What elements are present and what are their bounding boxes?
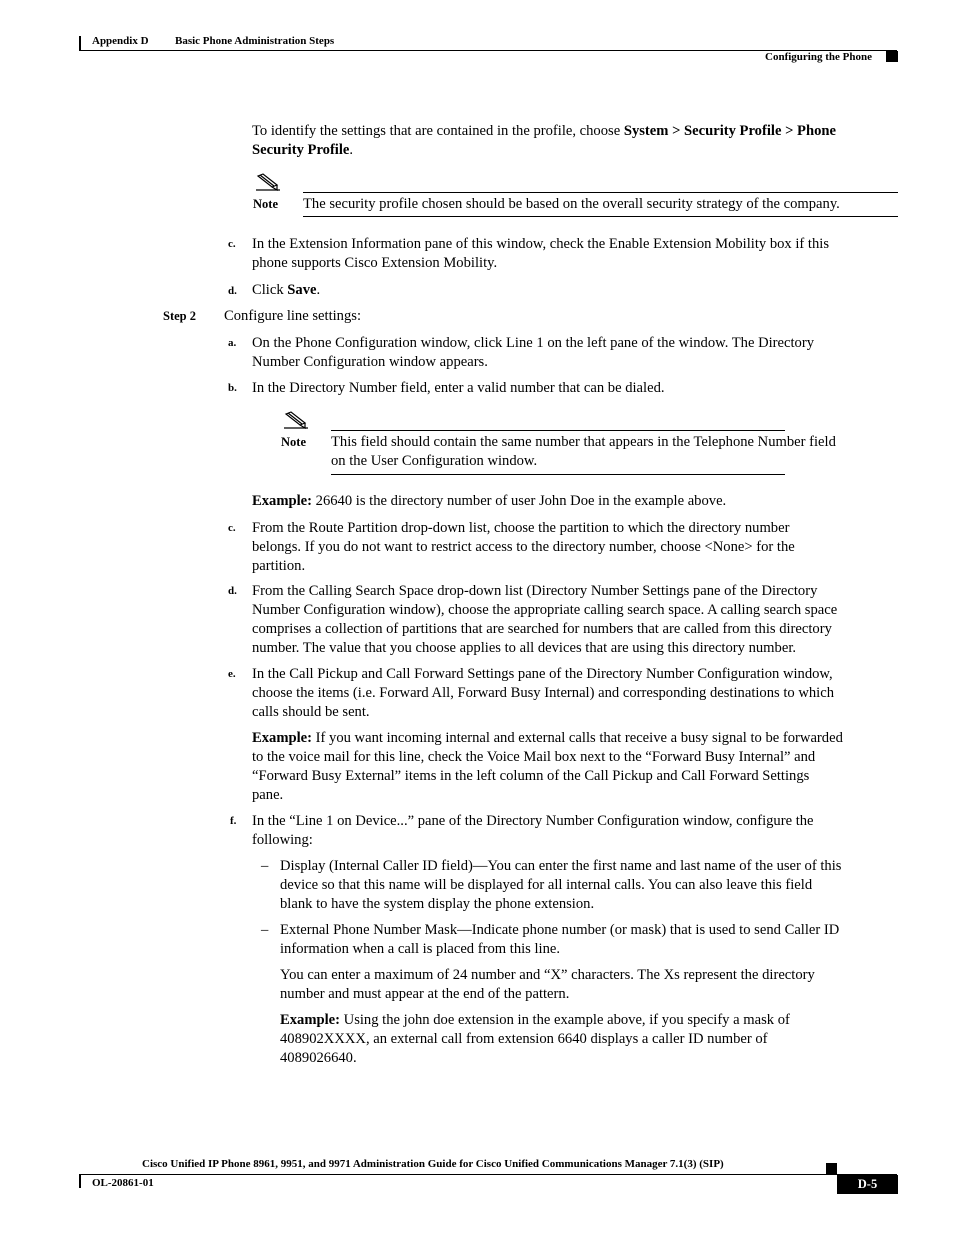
- header-left-tick: [79, 36, 81, 51]
- step2-f-label: f.: [230, 815, 237, 827]
- step2-c-line3: partition.: [252, 558, 306, 574]
- note2-rule-top: [331, 430, 785, 431]
- note-pencil-icon: [255, 171, 281, 191]
- step2-a-line2: Number Configuration window appears.: [252, 354, 488, 370]
- footer-page-box: [837, 1175, 898, 1194]
- sub-paragraph-line1: You can enter a maximum of 24 number and “X” characters. The Xs represent the directory: [280, 967, 815, 983]
- step2-d-label: d.: [228, 585, 237, 597]
- step2-e-line3: calls should be sent.: [252, 704, 370, 720]
- bullet2-line1: External Phone Number Mask—Indicate phone number (or mask) that is used to send Caller ID: [280, 922, 840, 938]
- intro-end: .: [349, 142, 354, 158]
- example2-line2: to the voice mail for this line, check the Voice Mail box next to the “Forward Busy Internal” and: [252, 749, 816, 765]
- note2-line1: This field should contain the same number that appears in the Telephone Number field: [331, 434, 836, 450]
- note2-text: [331, 433, 836, 471]
- note1-label: Note: [253, 197, 278, 211]
- footer-doc-number: OL-20861-01: [92, 1177, 154, 1189]
- step1-c-label: c.: [228, 238, 236, 250]
- intro-menu-path-2: Security Profile: [252, 142, 350, 158]
- step2-f-text: [252, 812, 814, 850]
- footer-black-tab: [826, 1163, 837, 1174]
- example2: [252, 729, 843, 805]
- intro-paragraph: [252, 122, 902, 160]
- example3-line3: 4089026640.: [280, 1050, 357, 1066]
- intro-text: To identify the settings that are contained in the profile, choose: [252, 123, 624, 139]
- step1-d-save: Save: [287, 282, 317, 298]
- step2-c-line2: belongs. If you do not want to restrict access to the directory number, choose <None> for the: [252, 539, 795, 555]
- example1: [252, 492, 726, 511]
- note1-rule-bottom: [303, 216, 898, 217]
- step1-c-line2: phone supports Cisco Extension Mobility.: [252, 255, 498, 271]
- note1-text: The security profile chosen should be based on the overall security strategy of the company.: [303, 196, 840, 212]
- example2-line1: If you want incoming internal and external calls that receive a busy signal to be forwarded: [312, 730, 843, 746]
- example1-text: 26640 is the directory number of user John Doe in the example above.: [312, 493, 727, 509]
- step2-d-line2: Number Configuration window), choose the appropriate calling search space. A calling search space: [252, 602, 838, 618]
- bullet2-dash: –: [261, 922, 269, 938]
- step2-c-text: [252, 519, 795, 576]
- step2-b-label: b.: [228, 382, 237, 394]
- example3-line2: 408902XXXX, an external call from extension 6640 displays a caller ID number of: [280, 1031, 768, 1047]
- note1-rule-top: [303, 192, 898, 193]
- bullet1-line3: blank to have the system display the phone extension.: [280, 896, 595, 912]
- step1-d-pre: Click: [252, 282, 288, 298]
- example3-line1: Using the john doe extension in the example above, if you specify a mask of: [340, 1012, 790, 1028]
- example3-label: Example:: [280, 1012, 340, 1028]
- bullet1-line1: Display (Internal Caller ID field)—You can enter the first name and last name of the user of this: [280, 858, 842, 874]
- intro-menu-path: System > Security Profile > Phone: [623, 123, 836, 139]
- step2-a-text: [252, 334, 814, 372]
- step2-e-label: e.: [228, 668, 236, 680]
- step1-d-text: [252, 281, 320, 300]
- note2-line2: on the User Configuration window.: [331, 453, 538, 469]
- step2-a-line1: On the Phone Configuration window, click Line 1 on the left pane of the window. The Directory: [252, 335, 814, 351]
- example3: [280, 1011, 790, 1068]
- header-appendix: Appendix D: [92, 35, 149, 47]
- bullet2-text: [280, 921, 839, 959]
- footer-left-tick: [79, 1174, 81, 1188]
- header-black-tab: [886, 51, 898, 62]
- step1-d-post: .: [316, 282, 321, 298]
- step2-f-line2: following:: [252, 832, 313, 848]
- step2-b-text: In the Directory Number field, enter a valid number that can be dialed.: [252, 380, 665, 396]
- header-chapter-title: Basic Phone Administration Steps: [175, 35, 335, 47]
- bullet1-line2: device so that this name will be displayed for all internal calls. You can also leave this field: [280, 877, 813, 893]
- bullet1-text: [280, 857, 841, 914]
- step1-d-label: d.: [228, 285, 237, 297]
- step2-label: Step 2: [163, 309, 196, 323]
- example1-label: Example:: [252, 493, 312, 509]
- example2-label: Example:: [252, 730, 312, 746]
- step2-text: Configure line settings:: [224, 308, 362, 324]
- step2-d-line3: comprises a collection of partitions that are searched for numbers that are called from this directory: [252, 621, 832, 637]
- example2-line4: pane.: [252, 787, 284, 803]
- note2-label: Note: [281, 435, 306, 449]
- step1-c-line1: In the Extension Information pane of this window, check the Enable Extension Mobility box if this: [252, 236, 830, 252]
- step2-f-line1: In the “Line 1 on Device...” pane of the Directory Number Configuration window, configure the: [252, 813, 814, 829]
- step2-d-line1: From the Calling Search Space drop-down list (Directory Number Settings pane of the Directory: [252, 583, 818, 599]
- footer-title: Cisco Unified IP Phone 8961, 9951, and 9971 Administration Guide for Cisco Unified Communications Manager 7.1(3) (SIP): [142, 1158, 724, 1170]
- bullet1-dash: –: [261, 858, 269, 874]
- header-section-title: Configuring the Phone: [765, 51, 872, 63]
- step1-c-text: [252, 235, 829, 273]
- note2-rule-bottom: [331, 474, 785, 475]
- sub-paragraph-line2: number and must appear at the end of the pattern.: [280, 986, 570, 1002]
- step2-e-line1: In the Call Pickup and Call Forward Settings pane of the Directory Number Configuration window,: [252, 666, 833, 682]
- step2-c-line1: From the Route Partition drop-down list, choose the partition to which the directory number: [252, 520, 790, 536]
- step2-d-line4: number. The value that you choose applies to all devices that are using this directory number.: [252, 640, 797, 656]
- step2-d-text: [252, 582, 837, 658]
- bullet2-line2: information when a call is placed from this line.: [280, 941, 561, 957]
- footer-page-number: D-5: [857, 1177, 878, 1191]
- example2-line3: “Forward Busy External” items in the left column of the Call Pickup and Call Forward Settings: [252, 768, 810, 784]
- step2-e-text: [252, 665, 834, 722]
- step2-a-label: a.: [228, 337, 237, 349]
- note2-pencil-icon: [283, 409, 309, 429]
- step2-c-label: c.: [228, 522, 236, 534]
- footer-rule: [79, 1174, 897, 1175]
- step2-e-line2: choose the items (i.e. Forward All, Forward Busy Internal) and corresponding destinations to which: [252, 685, 835, 701]
- sub-paragraph: [280, 966, 815, 1004]
